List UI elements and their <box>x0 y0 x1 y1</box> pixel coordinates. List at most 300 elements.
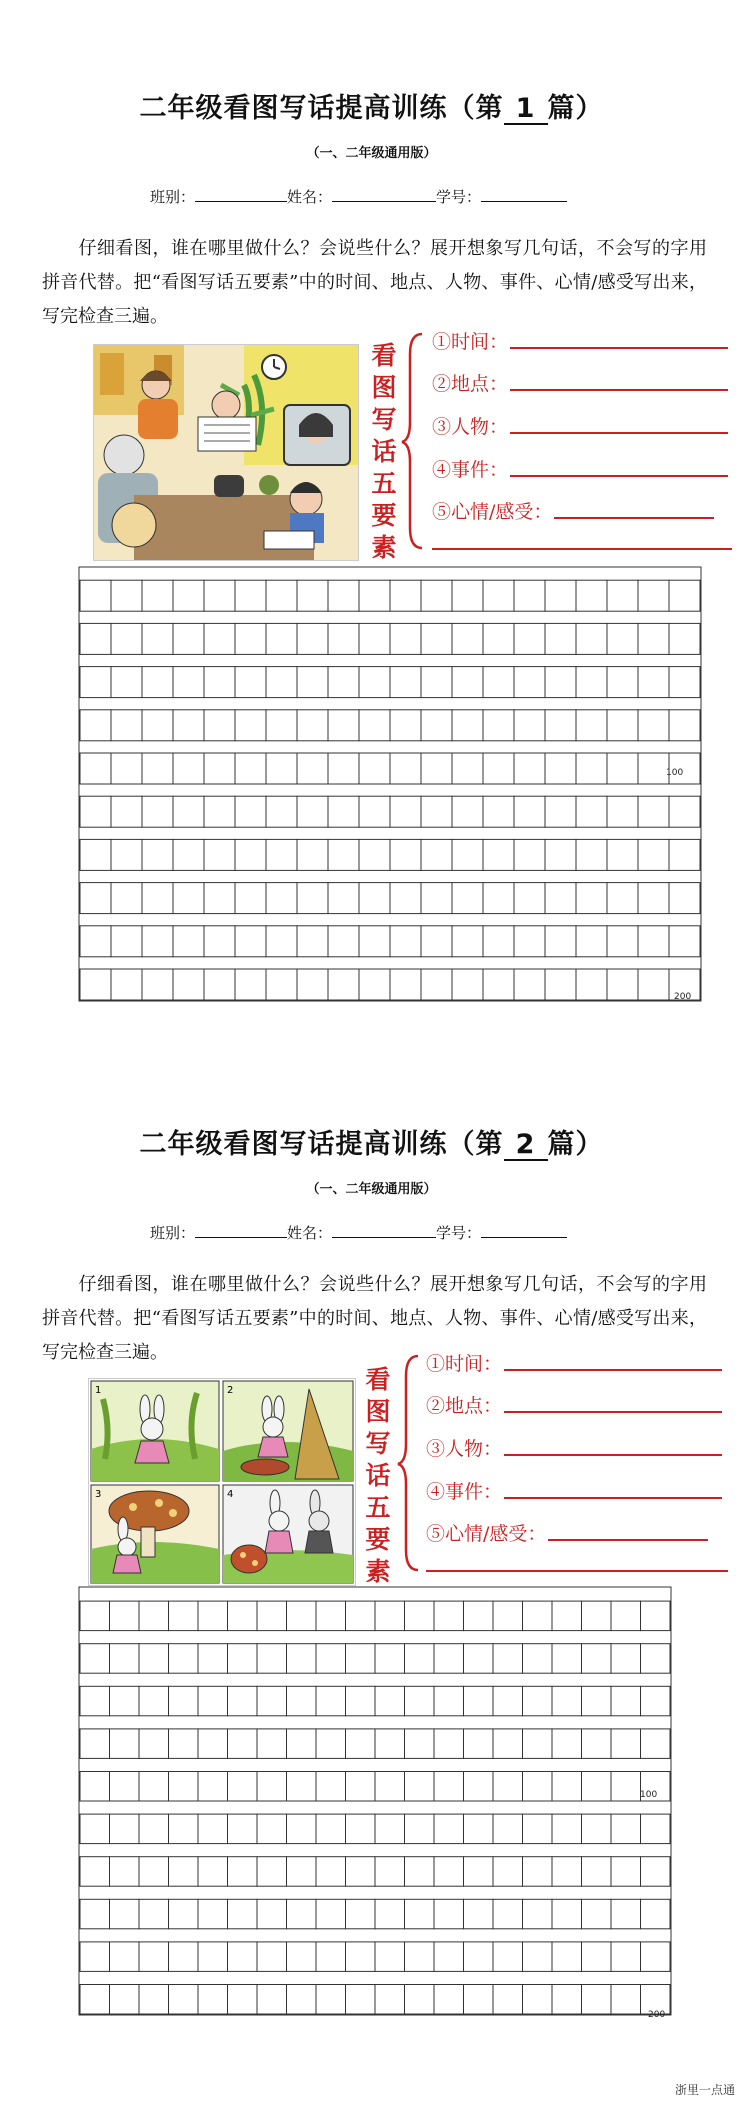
grid-cell[interactable] <box>228 1814 258 1844</box>
grid-cell[interactable] <box>638 667 669 698</box>
grid-cell[interactable] <box>483 926 514 957</box>
grid-cell[interactable] <box>638 580 669 611</box>
grid-cell[interactable] <box>390 796 421 827</box>
grid-cell[interactable] <box>523 1686 553 1716</box>
grid-cell[interactable] <box>523 1814 553 1844</box>
grid-cell[interactable] <box>390 667 421 698</box>
grid-cell[interactable] <box>346 1942 376 1972</box>
grid-cell[interactable] <box>576 623 607 654</box>
grid-cell[interactable] <box>142 667 173 698</box>
grid-cell[interactable] <box>405 1729 435 1759</box>
grid-cell[interactable] <box>405 1772 435 1802</box>
grid-cell[interactable] <box>523 1772 553 1802</box>
grid-cell[interactable] <box>582 1601 612 1631</box>
grid-cell[interactable] <box>434 1814 464 1844</box>
grid-cell[interactable] <box>80 1857 110 1887</box>
grid-cell[interactable] <box>552 1899 582 1929</box>
grid-cell[interactable] <box>257 1686 287 1716</box>
grid-cell[interactable] <box>576 667 607 698</box>
grid-cell[interactable] <box>328 710 359 741</box>
grid-cell[interactable] <box>607 580 638 611</box>
grid-cell[interactable] <box>316 1857 346 1887</box>
grid-cell[interactable] <box>80 710 111 741</box>
grid-cell[interactable] <box>464 1644 494 1674</box>
grid-cell[interactable] <box>545 926 576 957</box>
grid-cell[interactable] <box>607 926 638 957</box>
grid-cell[interactable] <box>111 710 142 741</box>
grid-cell[interactable] <box>434 1772 464 1802</box>
grid-cell[interactable] <box>328 796 359 827</box>
grid-cell[interactable] <box>434 1985 464 2015</box>
grid-cell[interactable] <box>452 883 483 914</box>
event-line[interactable] <box>510 475 728 477</box>
grid-cell[interactable] <box>607 667 638 698</box>
grid-cell[interactable] <box>169 1985 199 2015</box>
grid-cell[interactable] <box>452 969 483 1000</box>
name-field[interactable] <box>332 1223 436 1238</box>
grid-cell[interactable] <box>669 623 700 654</box>
grid-cell[interactable] <box>669 883 700 914</box>
grid-cell[interactable] <box>375 1942 405 1972</box>
grid-cell[interactable] <box>421 580 452 611</box>
grid-cell[interactable] <box>204 969 235 1000</box>
grid-cell[interactable] <box>169 1814 199 1844</box>
grid-cell[interactable] <box>173 580 204 611</box>
grid-cell[interactable] <box>173 839 204 870</box>
grid-cell[interactable] <box>493 1601 523 1631</box>
grid-cell[interactable] <box>390 883 421 914</box>
writing-grid[interactable] <box>78 1586 672 2016</box>
grid-cell[interactable] <box>316 1644 346 1674</box>
grid-cell[interactable] <box>421 883 452 914</box>
grid-cell[interactable] <box>235 710 266 741</box>
grid-cell[interactable] <box>523 1985 553 2015</box>
grid-cell[interactable] <box>638 926 669 957</box>
grid-cell[interactable] <box>257 1857 287 1887</box>
feeling-line[interactable] <box>554 517 714 519</box>
grid-cell[interactable] <box>375 1644 405 1674</box>
grid-cell[interactable] <box>235 753 266 784</box>
grid-cell[interactable] <box>204 753 235 784</box>
grid-cell[interactable] <box>228 1686 258 1716</box>
grid-cell[interactable] <box>80 796 111 827</box>
grid-cell[interactable] <box>328 969 359 1000</box>
grid-cell[interactable] <box>110 1985 140 2015</box>
grid-cell[interactable] <box>257 1644 287 1674</box>
grid-cell[interactable] <box>228 1942 258 1972</box>
grid-cell[interactable] <box>173 969 204 1000</box>
grid-cell[interactable] <box>641 1857 671 1887</box>
grid-cell[interactable] <box>421 926 452 957</box>
grid-cell[interactable] <box>80 1942 110 1972</box>
grid-cell[interactable] <box>139 1644 169 1674</box>
grid-cell[interactable] <box>607 710 638 741</box>
grid-cell[interactable] <box>493 1729 523 1759</box>
grid-cell[interactable] <box>297 969 328 1000</box>
grid-cell[interactable] <box>316 1601 346 1631</box>
grid-cell[interactable] <box>80 969 111 1000</box>
grid-cell[interactable] <box>375 1985 405 2015</box>
grid-cell[interactable] <box>235 839 266 870</box>
grid-cell[interactable] <box>173 926 204 957</box>
grid-cell[interactable] <box>607 753 638 784</box>
grid-cell[interactable] <box>266 839 297 870</box>
grid-cell[interactable] <box>375 1686 405 1716</box>
grid-cell[interactable] <box>576 883 607 914</box>
grid-cell[interactable] <box>359 796 390 827</box>
grid-cell[interactable] <box>545 667 576 698</box>
grid-cell[interactable] <box>545 753 576 784</box>
grid-cell[interactable] <box>375 1814 405 1844</box>
grid-cell[interactable] <box>169 1686 199 1716</box>
grid-cell[interactable] <box>611 1601 641 1631</box>
grid-cell[interactable] <box>638 796 669 827</box>
grid-cell[interactable] <box>359 710 390 741</box>
grid-cell[interactable] <box>464 1985 494 2015</box>
grid-cell[interactable] <box>111 839 142 870</box>
grid-cell[interactable] <box>110 1686 140 1716</box>
grid-cell[interactable] <box>173 753 204 784</box>
grid-cell[interactable] <box>421 753 452 784</box>
grid-cell[interactable] <box>346 1772 376 1802</box>
grid-cell[interactable] <box>266 580 297 611</box>
grid-cell[interactable] <box>669 839 700 870</box>
people-line[interactable] <box>510 432 728 434</box>
grid-cell[interactable] <box>638 753 669 784</box>
grid-cell[interactable] <box>576 580 607 611</box>
grid-cell[interactable] <box>266 667 297 698</box>
grid-cell[interactable] <box>514 796 545 827</box>
grid-cell[interactable] <box>641 1644 671 1674</box>
grid-cell[interactable] <box>111 623 142 654</box>
grid-cell[interactable] <box>375 1729 405 1759</box>
grid-cell[interactable] <box>235 580 266 611</box>
grid-cell[interactable] <box>576 710 607 741</box>
grid-cell[interactable] <box>297 926 328 957</box>
feeling-line[interactable] <box>548 1539 708 1541</box>
grid-cell[interactable] <box>493 1772 523 1802</box>
grid-cell[interactable] <box>493 1899 523 1929</box>
grid-cell[interactable] <box>576 753 607 784</box>
grid-cell[interactable] <box>198 1686 228 1716</box>
grid-paper[interactable] <box>78 566 702 1002</box>
grid-cell[interactable] <box>582 1899 612 1929</box>
grid-cell[interactable] <box>111 753 142 784</box>
time-line[interactable] <box>504 1369 722 1371</box>
grid-cell[interactable] <box>316 1814 346 1844</box>
grid-cell[interactable] <box>346 1601 376 1631</box>
grid-cell[interactable] <box>611 1686 641 1716</box>
grid-cell[interactable] <box>235 969 266 1000</box>
grid-cell[interactable] <box>434 1686 464 1716</box>
grid-cell[interactable] <box>582 1985 612 2015</box>
grid-cell[interactable] <box>452 753 483 784</box>
grid-cell[interactable] <box>346 1686 376 1716</box>
grid-cell[interactable] <box>297 623 328 654</box>
grid-cell[interactable] <box>464 1899 494 1929</box>
grid-cell[interactable] <box>464 1942 494 1972</box>
grid-cell[interactable] <box>80 1644 110 1674</box>
grid-cell[interactable] <box>421 667 452 698</box>
grid-cell[interactable] <box>257 1772 287 1802</box>
grid-cell[interactable] <box>110 1857 140 1887</box>
grid-cell[interactable] <box>287 1729 317 1759</box>
grid-cell[interactable] <box>669 710 700 741</box>
grid-cell[interactable] <box>607 623 638 654</box>
grid-cell[interactable] <box>493 1857 523 1887</box>
grid-cell[interactable] <box>198 1772 228 1802</box>
grid-cell[interactable] <box>582 1686 612 1716</box>
grid-cell[interactable] <box>552 1814 582 1844</box>
grid-cell[interactable] <box>297 667 328 698</box>
grid-cell[interactable] <box>198 1899 228 1929</box>
grid-cell[interactable] <box>607 969 638 1000</box>
grid-cell[interactable] <box>576 839 607 870</box>
grid-cell[interactable] <box>514 710 545 741</box>
grid-cell[interactable] <box>142 623 173 654</box>
grid-cell[interactable] <box>111 926 142 957</box>
grid-cell[interactable] <box>552 1644 582 1674</box>
grid-cell[interactable] <box>198 1942 228 1972</box>
grid-cell[interactable] <box>198 1814 228 1844</box>
grid-cell[interactable] <box>452 839 483 870</box>
grid-cell[interactable] <box>523 1942 553 1972</box>
grid-cell[interactable] <box>405 1644 435 1674</box>
grid-cell[interactable] <box>607 883 638 914</box>
place-line[interactable] <box>510 389 728 391</box>
grid-cell[interactable] <box>169 1899 199 1929</box>
grid-cell[interactable] <box>328 623 359 654</box>
grid-cell[interactable] <box>287 1942 317 1972</box>
grid-cell[interactable] <box>257 1942 287 1972</box>
grid-cell[interactable] <box>483 969 514 1000</box>
grid-cell[interactable] <box>582 1729 612 1759</box>
grid-cell[interactable] <box>139 1729 169 1759</box>
grid-cell[interactable] <box>111 580 142 611</box>
grid-cell[interactable] <box>204 667 235 698</box>
grid-cell[interactable] <box>111 667 142 698</box>
grid-cell[interactable] <box>287 1644 317 1674</box>
grid-cell[interactable] <box>110 1942 140 1972</box>
grid-cell[interactable] <box>139 1985 169 2015</box>
grid-cell[interactable] <box>316 1686 346 1716</box>
grid-cell[interactable] <box>346 1985 376 2015</box>
id-field[interactable] <box>481 187 567 202</box>
grid-cell[interactable] <box>552 1772 582 1802</box>
grid-cell[interactable] <box>421 710 452 741</box>
grid-cell[interactable] <box>198 1729 228 1759</box>
grid-cell[interactable] <box>552 1985 582 2015</box>
grid-cell[interactable] <box>359 883 390 914</box>
grid-cell[interactable] <box>287 1899 317 1929</box>
grid-cell[interactable] <box>483 796 514 827</box>
grid-cell[interactable] <box>139 1814 169 1844</box>
grid-cell[interactable] <box>359 667 390 698</box>
grid-cell[interactable] <box>204 796 235 827</box>
grid-cell[interactable] <box>316 1942 346 1972</box>
grid-cell[interactable] <box>405 1942 435 1972</box>
grid-cell[interactable] <box>638 710 669 741</box>
grid-cell[interactable] <box>316 1985 346 2015</box>
grid-cell[interactable] <box>611 1942 641 1972</box>
grid-cell[interactable] <box>375 1772 405 1802</box>
grid-cell[interactable] <box>235 667 266 698</box>
grid-cell[interactable] <box>483 710 514 741</box>
grid-cell[interactable] <box>582 1857 612 1887</box>
grid-cell[interactable] <box>204 623 235 654</box>
grid-cell[interactable] <box>552 1601 582 1631</box>
grid-cell[interactable] <box>514 753 545 784</box>
grid-cell[interactable] <box>514 969 545 1000</box>
grid-cell[interactable] <box>287 1985 317 2015</box>
grid-cell[interactable] <box>80 667 111 698</box>
grid-paper[interactable] <box>78 1586 672 2016</box>
grid-cell[interactable] <box>359 623 390 654</box>
grid-cell[interactable] <box>483 839 514 870</box>
grid-cell[interactable] <box>514 926 545 957</box>
grid-cell[interactable] <box>287 1772 317 1802</box>
grid-cell[interactable] <box>514 623 545 654</box>
grid-cell[interactable] <box>110 1899 140 1929</box>
grid-cell[interactable] <box>142 883 173 914</box>
grid-cell[interactable] <box>80 883 111 914</box>
grid-cell[interactable] <box>80 753 111 784</box>
grid-cell[interactable] <box>228 1601 258 1631</box>
grid-cell[interactable] <box>328 667 359 698</box>
time-line[interactable] <box>510 347 728 349</box>
grid-cell[interactable] <box>434 1857 464 1887</box>
grid-cell[interactable] <box>638 969 669 1000</box>
grid-cell[interactable] <box>452 710 483 741</box>
grid-cell[interactable] <box>198 1601 228 1631</box>
grid-cell[interactable] <box>359 580 390 611</box>
grid-cell[interactable] <box>493 1985 523 2015</box>
grid-cell[interactable] <box>405 1899 435 1929</box>
grid-cell[interactable] <box>110 1729 140 1759</box>
grid-cell[interactable] <box>80 1814 110 1844</box>
grid-cell[interactable] <box>464 1729 494 1759</box>
grid-cell[interactable] <box>611 1857 641 1887</box>
grid-cell[interactable] <box>228 1772 258 1802</box>
class-field[interactable] <box>195 1223 287 1238</box>
grid-cell[interactable] <box>576 926 607 957</box>
grid-cell[interactable] <box>493 1644 523 1674</box>
grid-cell[interactable] <box>139 1942 169 1972</box>
grid-cell[interactable] <box>80 1686 110 1716</box>
grid-cell[interactable] <box>359 753 390 784</box>
grid-cell[interactable] <box>297 753 328 784</box>
grid-cell[interactable] <box>287 1857 317 1887</box>
grid-cell[interactable] <box>169 1942 199 1972</box>
grid-cell[interactable] <box>228 1985 258 2015</box>
grid-cell[interactable] <box>287 1814 317 1844</box>
grid-cell[interactable] <box>111 969 142 1000</box>
grid-cell[interactable] <box>641 1601 671 1631</box>
grid-cell[interactable] <box>452 796 483 827</box>
grid-cell[interactable] <box>641 1729 671 1759</box>
grid-cell[interactable] <box>328 753 359 784</box>
grid-cell[interactable] <box>434 1729 464 1759</box>
people-line[interactable] <box>504 1454 722 1456</box>
grid-cell[interactable] <box>80 1985 110 2015</box>
grid-cell[interactable] <box>452 623 483 654</box>
grid-cell[interactable] <box>434 1899 464 1929</box>
grid-cell[interactable] <box>287 1601 317 1631</box>
grid-cell[interactable] <box>316 1729 346 1759</box>
grid-cell[interactable] <box>483 623 514 654</box>
grid-cell[interactable] <box>266 969 297 1000</box>
grid-cell[interactable] <box>80 1772 110 1802</box>
grid-cell[interactable] <box>434 1601 464 1631</box>
grid-cell[interactable] <box>545 883 576 914</box>
grid-cell[interactable] <box>638 839 669 870</box>
grid-cell[interactable] <box>204 580 235 611</box>
grid-cell[interactable] <box>464 1814 494 1844</box>
grid-cell[interactable] <box>405 1985 435 2015</box>
grid-cell[interactable] <box>552 1942 582 1972</box>
grid-cell[interactable] <box>266 796 297 827</box>
grid-cell[interactable] <box>80 1899 110 1929</box>
grid-cell[interactable] <box>139 1601 169 1631</box>
grid-cell[interactable] <box>266 883 297 914</box>
grid-cell[interactable] <box>405 1814 435 1844</box>
grid-cell[interactable] <box>390 623 421 654</box>
grid-cell[interactable] <box>359 839 390 870</box>
extra-line[interactable] <box>432 548 732 550</box>
grid-cell[interactable] <box>523 1857 553 1887</box>
grid-cell[interactable] <box>523 1899 553 1929</box>
grid-cell[interactable] <box>638 623 669 654</box>
grid-cell[interactable] <box>346 1899 376 1929</box>
grid-cell[interactable] <box>375 1899 405 1929</box>
grid-cell[interactable] <box>346 1644 376 1674</box>
grid-cell[interactable] <box>235 796 266 827</box>
grid-cell[interactable] <box>582 1814 612 1844</box>
grid-cell[interactable] <box>173 796 204 827</box>
grid-cell[interactable] <box>452 580 483 611</box>
grid-cell[interactable] <box>173 667 204 698</box>
grid-cell[interactable] <box>228 1899 258 1929</box>
grid-cell[interactable] <box>266 623 297 654</box>
grid-cell[interactable] <box>346 1729 376 1759</box>
grid-cell[interactable] <box>523 1601 553 1631</box>
grid-cell[interactable] <box>669 580 700 611</box>
grid-cell[interactable] <box>576 796 607 827</box>
grid-cell[interactable] <box>204 883 235 914</box>
grid-cell[interactable] <box>434 1644 464 1674</box>
grid-cell[interactable] <box>346 1814 376 1844</box>
grid-cell[interactable] <box>228 1857 258 1887</box>
grid-cell[interactable] <box>483 753 514 784</box>
grid-cell[interactable] <box>514 580 545 611</box>
grid-cell[interactable] <box>611 1729 641 1759</box>
grid-cell[interactable] <box>545 710 576 741</box>
grid-cell[interactable] <box>169 1772 199 1802</box>
grid-cell[interactable] <box>641 1814 671 1844</box>
grid-cell[interactable] <box>464 1772 494 1802</box>
grid-cell[interactable] <box>257 1899 287 1929</box>
grid-cell[interactable] <box>287 1686 317 1716</box>
grid-cell[interactable] <box>493 1686 523 1716</box>
grid-cell[interactable] <box>421 623 452 654</box>
grid-cell[interactable] <box>142 753 173 784</box>
grid-cell[interactable] <box>80 1729 110 1759</box>
grid-cell[interactable] <box>669 667 700 698</box>
grid-cell[interactable] <box>228 1729 258 1759</box>
grid-cell[interactable] <box>111 796 142 827</box>
grid-cell[interactable] <box>421 969 452 1000</box>
grid-cell[interactable] <box>142 926 173 957</box>
